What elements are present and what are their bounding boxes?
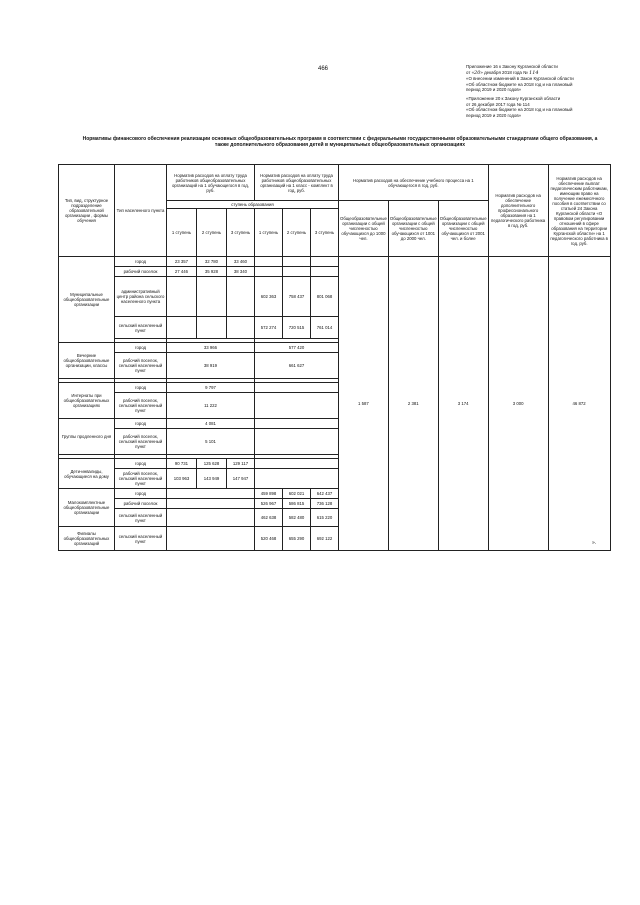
settlement-city: город [115, 383, 167, 393]
header-learn2: Общеобразовательные организации с общей численностью обучающихся от 1001 до 2000 чел. [388, 201, 438, 257]
value-cell: 459 898 [255, 489, 283, 499]
closing-mark: ». [592, 540, 597, 546]
value-cell: 11 222 [167, 393, 255, 419]
value-cell: 38 340 [227, 267, 255, 277]
value-cell: 23 357 [167, 257, 197, 267]
value-cell: 143 949 [197, 469, 227, 489]
value-cell: 462 638 [255, 509, 283, 527]
group-municipal: Муниципальные общеобразовательные организации [59, 257, 115, 343]
annex-block [466, 64, 636, 118]
handwritten-number: 114 [529, 69, 539, 76]
value-cell: 602 021 [283, 489, 311, 499]
group-disabled: Дети-инвалиды, обучающиеся на дому [59, 459, 115, 489]
value-cell: 572 274 [255, 317, 283, 339]
common-learn3: 3 174 [438, 257, 488, 551]
annex-line: «Приложение 20 к Закону Курганской области [466, 95, 561, 101]
value-cell: 801 068 [311, 277, 339, 317]
annex-line: от «20» декабря 2018 года № 114 [466, 69, 539, 76]
value-cell: 103 963 [167, 469, 197, 489]
header-learning: Норматив расходов на обеспечение учебного процесса на 1 обучающегося в год, руб. [339, 165, 489, 201]
settlement-workers-rural: рабочий поселок, сельский населенный пункт [115, 393, 167, 419]
value-cell: 602 363 [255, 277, 283, 317]
annex-line: период 2019 и 2020 годов» [466, 112, 522, 118]
header-learn3: Общеобразовательные организации с общей численностью обучающихся от 2001 чел. и более [438, 201, 488, 257]
page-number: 466 [318, 66, 329, 72]
header-step2: 2 ступень [197, 209, 227, 257]
value-cell: 33 966 [167, 343, 255, 353]
settlement-workers-rural: рабочий поселок, сельский населенный пункт [115, 429, 167, 455]
settlement-rural: сельский населенный пункт [115, 527, 167, 551]
header-compensation: Норматив расходов на обеспечение выплат педагогическим работникам, имеющим право на получение ежемесячного пособия в соответствии со статьей 24 Закона Курганской области «О правовом регулировании отношений в сфере образования на территории Курганской области» на 1 педагогического работника в год, руб. [548, 165, 610, 257]
group-boarding: Интернаты при общеобразовательных организациях [59, 383, 115, 419]
common-learn1: 1 587 [339, 257, 389, 551]
value-cell: 642 437 [311, 489, 339, 499]
document-title: Нормативы финансового обеспечения реализации основных общеобразовательных программ в соответствии с федеральными государственными образовательными стандартами общего образования, а также дополнительного образования детей в муниципальных общеобразовательных организациях [82, 136, 598, 149]
value-cell: 32 780 [197, 257, 227, 267]
header-additional: Норматив расходов на обеспечение дополнительного профессионального образования на 1 педагогического работника в год, руб. [488, 165, 548, 257]
header-step3: 3 ступень [227, 209, 255, 257]
settlement-admin: административный центр района сельского населенного пункта [115, 277, 167, 317]
group-evening: Вечерние общеобразовательные организации, классы [59, 343, 115, 379]
common-compensation: 46 872 [548, 257, 610, 551]
common-additional: 3 000 [488, 257, 548, 551]
annex-line: период 2019 и 2020 годов» [466, 87, 522, 93]
common-learn2: 2 381 [388, 257, 438, 551]
settlement-workers: рабочий поселок [115, 267, 167, 277]
value-cell: 147 947 [227, 469, 255, 489]
value-cell: 661 627 [255, 353, 339, 379]
annex-line: «Об областном бюджете на 2018 год и на плановый [466, 107, 573, 113]
header-type: Тип, вид, структурное подразделение образовательной организации , формы обучения [59, 165, 115, 257]
settlement-rural: сельский населенный пункт [115, 509, 167, 527]
header-steps: ступень образования [167, 201, 339, 209]
header-step1: 1 ступень [255, 209, 283, 257]
value-cell: 526 967 [255, 499, 283, 509]
header-class: Норматив расходов на оплату труда работников общеобразовательных организаций на 1 класс - комплект в год, руб. [255, 165, 339, 201]
settlement-city: город [115, 257, 167, 267]
settlement-city: город [115, 343, 167, 353]
value-cell: 615 220 [311, 509, 339, 527]
settlement-workers-rural: рабочий поселок, сельский населенный пункт [115, 469, 167, 489]
value-cell: 655 290 [283, 527, 311, 551]
value-cell: 38 919 [167, 353, 255, 379]
value-cell: 520 468 [255, 527, 283, 551]
settlement-city: город [115, 459, 167, 469]
group-extended: Группы продленного дня [59, 419, 115, 455]
header-step1: 1 ступень [167, 209, 197, 257]
settlement-workers-rural: рабочий поселок, сельский населенный пункт [115, 353, 167, 379]
settlement-city: город [115, 489, 167, 499]
value-cell: 582 480 [283, 509, 311, 527]
header-settlement: Тип населенного пункта [115, 165, 167, 257]
settlement-city: город [115, 419, 167, 429]
value-cell: 692 122 [311, 527, 339, 551]
header-teachers: Норматив расходов на оплату труда работников общеобразовательных организаций на 1 обучающегося в год, руб. [167, 165, 255, 201]
value-cell: 125 628 [197, 459, 227, 469]
header-step3: 3 ступень [311, 209, 339, 257]
value-cell: 35 928 [197, 267, 227, 277]
value-cell: 577 420 [255, 343, 339, 353]
handwritten-day: 20 [474, 69, 481, 76]
value-cell: 586 815 [283, 499, 311, 509]
settlement-rural: сельский населенный пункт [115, 317, 167, 339]
annex-line: «О внесении изменений в Закон Курганской области [466, 76, 574, 82]
annex-line: от 26 декабря 2017 года № 114 [466, 101, 530, 107]
value-cell: 33 460 [227, 257, 255, 267]
value-cell: 758 437 [283, 277, 311, 317]
value-cell: 5 101 [167, 429, 255, 455]
value-cell: 129 117 [227, 459, 255, 469]
value-cell: 27 446 [167, 267, 197, 277]
value-cell: 736 128 [311, 499, 339, 509]
value-cell: 9 797 [167, 383, 255, 393]
header-step2: 2 ступень [283, 209, 311, 257]
header-learn1: Общеобразовательные организации с общей численностью обучающихся до 1000 чел. [339, 201, 389, 257]
value-cell: 761 014 [311, 317, 339, 339]
annex-line: «Об областном бюджете на 2018 год и на плановый [466, 81, 573, 87]
group-small: Малокомплектные общеобразовательные организации [59, 489, 115, 527]
group-branches: Филиалы общеобразовательных организаций [59, 527, 115, 551]
settlement-workers: рабочий поселок [115, 499, 167, 509]
value-cell: 90 731 [167, 459, 197, 469]
norms-table [58, 164, 611, 551]
value-cell: 720 515 [283, 317, 311, 339]
annex-line: Приложение 16 к Закону Курганской области [466, 64, 558, 69]
value-cell: 4 081 [167, 419, 255, 429]
